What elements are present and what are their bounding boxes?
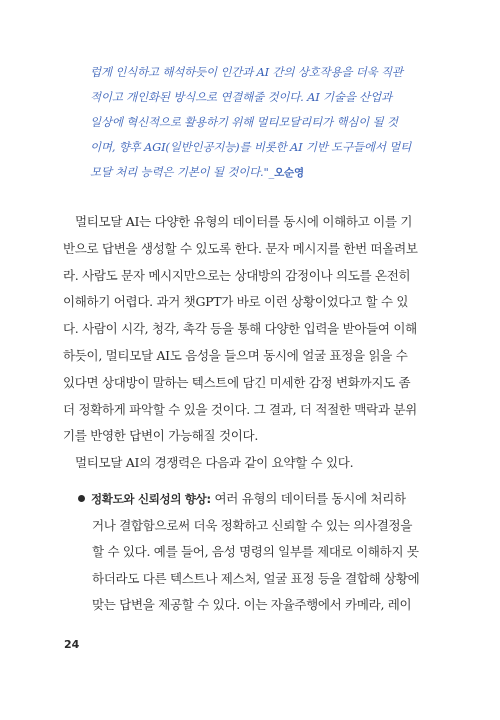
bullet-term: 정확도와 신뢰성의 향상: [91, 492, 211, 506]
quote-attribution: 오순영 [274, 167, 304, 179]
body-line: 이해하기 어렵다. 과거 챗GPT가 바로 이런 상황이었다고 할 수 있 [63, 294, 409, 310]
bullet-first-line [78, 486, 438, 513]
bullet-line: 거나 결합함으로써 더욱 정확하고 신뢰할 수 있는 의사결정을 [92, 517, 413, 533]
body-line: 있다면 상대방이 말하는 텍스트에 담긴 미세한 감정 변화까지도 좀 [63, 374, 411, 390]
bullet-line: 맞는 답변을 제공할 수 있다. 이는 자율주행에서 카메라, 레이 [92, 597, 412, 612]
body-line: 멀티모달 AI는 다양한 유형의 데이터를 동시에 이해하고 이를 기 [75, 214, 413, 229]
quote-line: 적이고 개인화된 방식으로 연결해줄 것이다. AI 기술을 산업과 [90, 90, 392, 104]
bullet-line: 할 수 있다. 예를 들어, 음성 명령의 일부를 제대로 이해하지 못 [92, 544, 419, 559]
bullet-dot-icon [78, 495, 85, 502]
quote-line: 일상에 혁신적으로 활용하기 위해 멀티모달리티가 핵심이 될 것 [90, 115, 398, 129]
body-line: 반으로 답변을 생성할 수 있도록 한다. 문자 메시지를 한번 떠올려보 [63, 240, 418, 256]
quote-line: 모달 처리 능력은 기본이 될 것이다."_ [90, 165, 275, 179]
body-line: 멀티모달 AI의 경쟁력은 다음과 같이 요약할 수 있다. [75, 455, 354, 471]
page-number: 24 [64, 638, 80, 651]
quote-line: 이며, 향후 AGI(일반인공지능)를 비롯한 AI 기반 도구들에서 멀티 [90, 140, 412, 154]
body-line: 기를 반영한 답변이 가능해질 것이다. [63, 428, 258, 444]
quote-line: 럽게 인식하고 해석하듯이 인간과 AI 간의 상호작용을 더욱 직관 [90, 65, 403, 79]
quote-last-line [90, 160, 410, 186]
bullet-item [78, 486, 438, 619]
bullet-line: 여러 유형의 데이터를 동시에 처리하 [214, 491, 406, 506]
bullet-line: 하더라도 다른 텍스트나 제스처, 얼굴 표정 등을 결합해 상황에 [92, 570, 420, 586]
body-line: 다. 사람이 시각, 청각, 촉각 등을 통해 다양한 입력을 받아들여 이해 [63, 321, 417, 337]
body-line: 더 정확하게 파악할 수 있을 것이다. 그 결과, 더 적절한 맥락과 분위 [63, 401, 417, 417]
quote-block [90, 60, 410, 186]
body-line: 하듯이, 멀티모달 AI도 음성을 들으며 동시에 얼굴 표정을 읽을 수 [63, 347, 408, 363]
body-line: 라. 사람도 문자 메시지만으로는 상대방의 감정이나 의도를 온전히 [63, 267, 411, 283]
body-paragraphs [63, 209, 443, 477]
